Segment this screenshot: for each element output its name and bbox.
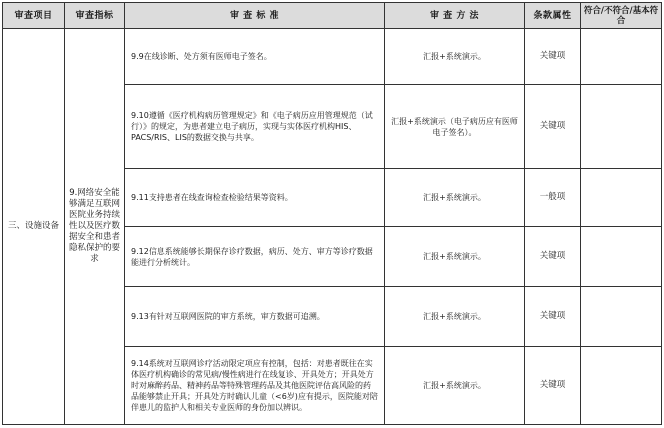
result-cell [581, 347, 662, 425]
header-row [3, 3, 662, 29]
header-index: 审查指标 [65, 3, 125, 29]
header-item: 审查项目 [3, 3, 65, 29]
standard-cell: 9.9在线诊断、处方须有医师电子签名。 [125, 29, 385, 85]
attribute-cell: 关键项 [525, 287, 581, 347]
standard-cell: 9.10遵循《医疗机构病历管理规定》和《电子病历应用管理规范（试行）》的规定，为患者建立电子病历，实现与实体医疗机构HIS、PACS/RIS、LIS的数据交换与共享。 [125, 85, 385, 169]
attribute-cell: 关键项 [525, 29, 581, 85]
method-cell: 汇报+系统演示。 [385, 169, 525, 227]
header-result: 符合/不符合/基本符合 [581, 3, 662, 29]
item-cell: 三、设施设备 [3, 29, 65, 425]
standard-cell: 9.14系统对互联网诊疗活动限定项应有控制，包括：对患者既往在实体医疗机构确诊的常见病/慢性病进行在线复诊、开具处方；开具处方时对麻醉药品、精神药品等特殊管理药品及其他医院评估高风险的药品能够禁止开具；开具处方时确认儿童（<6岁)应有提示，医院能对陪伴患儿的监护人和相关专业医师的身份加以辨识。 [125, 347, 385, 425]
method-cell: 汇报+系统演示。 [385, 287, 525, 347]
attribute-cell: 一般项 [525, 169, 581, 227]
review-table [2, 2, 662, 425]
result-cell [581, 287, 662, 347]
result-cell [581, 85, 662, 169]
method-cell: 汇报+系统演示。 [385, 29, 525, 85]
index-cell: 9.网络安全能够满足互联网医院业务持续性以及医疗数据安全和患者隐私保护的要求 [65, 29, 125, 425]
attribute-cell: 关键项 [525, 347, 581, 425]
standard-cell: 9.12信息系统能够长期保存诊疗数据，病历、处方、审方等诊疗数据能进行分析统计。 [125, 227, 385, 287]
attribute-cell: 关键项 [525, 85, 581, 169]
header-attribute: 条款属性 [525, 3, 581, 29]
header-method: 审 查 方 法 [385, 3, 525, 29]
result-cell [581, 169, 662, 227]
standard-cell: 9.11支持患者在线查询检查检验结果等资料。 [125, 169, 385, 227]
result-cell [581, 29, 662, 85]
table-row [3, 29, 662, 85]
method-cell: 汇报+系统演示（电子病历应有医师电子签名）。 [385, 85, 525, 169]
standard-cell: 9.13有针对互联网医院的审方系统，审方数据可追溯。 [125, 287, 385, 347]
method-cell: 汇报+系统演示。 [385, 347, 525, 425]
result-cell [581, 227, 662, 287]
attribute-cell: 关键项 [525, 227, 581, 287]
method-cell: 汇报+系统演示。 [385, 227, 525, 287]
header-standard: 审 查 标 准 [125, 3, 385, 29]
